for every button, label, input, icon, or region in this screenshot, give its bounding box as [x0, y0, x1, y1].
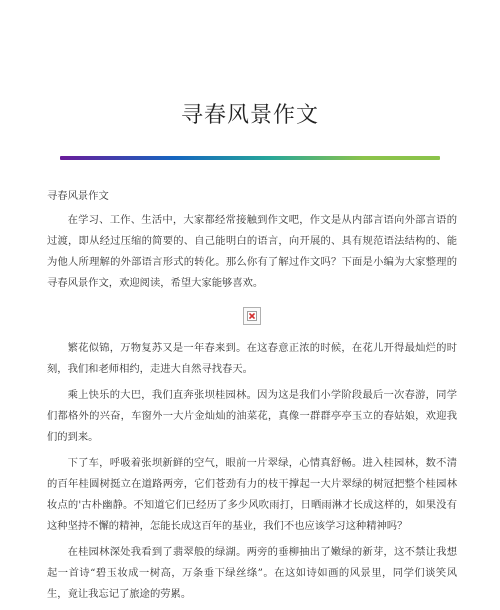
page-title: 寻春风景作文 [180, 103, 319, 128]
article-body [47, 186, 457, 610]
paragraph-bus: 乘上快乐的大巴，我们直奔张坝桂园林。因为这是我们小学阶段最后一次春游，同学们都格外的兴奋，车窗外一大片金灿灿的油菜花，真像一群群亭亭玉立的春姑娘，欢迎我们的到来。 [47, 389, 457, 443]
broken-image-icon [243, 307, 261, 325]
paragraph-spring: 繁花似锦，万物复苏又是一年春来到。在这春意正浓的时候，在花儿开得最灿烂的时刻，我们和老师相约，走进大自然寻找春天。 [47, 342, 457, 375]
article-subheading: 寻春风景作文 [47, 190, 109, 202]
paragraph-longan-forest: 下了车，呼吸着张坝新鲜的空气，眼前一片翠绿，心情真舒畅。进入桂园林，数不清的百年桂圆树挺立在道路两旁，它们苍劲有力的枝干撑起一大片翠绿的树冠把整个桂园林妆点的'古朴幽静。不知道它们已经历了多少风吹雨打，日晒雨淋才长成这样的，如果没有这种坚持不懈的精神，怎能长成这百年的基业，我们不也应该学习这种精神吗？ [47, 457, 457, 532]
paragraph-green-lake: 在桂园林深处我看到了翡翠般的绿湖。两旁的垂柳抽出了嫩绿的新芽，这不禁让我想起一首诗“碧玉妆成一树高，万条垂下绿丝绦”。在这如诗如画的风景里，同学们谈笑风生，竟让我忘记了旅途的劳累。 [47, 546, 457, 600]
paragraph-intro: 在学习、工作、生活中，大家都经常接触到作文吧，作文是从内部言语向外部言语的过渡，即从经过压缩的简要的、自己能明白的语言，向开展的、具有规范语法结构的、能为他人所理解的外部语言形式的转化。那么你有了解过作文吗？下面是小编为大家整理的寻春风景作文，欢迎阅读，希望大家能够喜欢。 [47, 214, 457, 289]
article-image [47, 299, 457, 332]
title-divider [60, 156, 440, 160]
